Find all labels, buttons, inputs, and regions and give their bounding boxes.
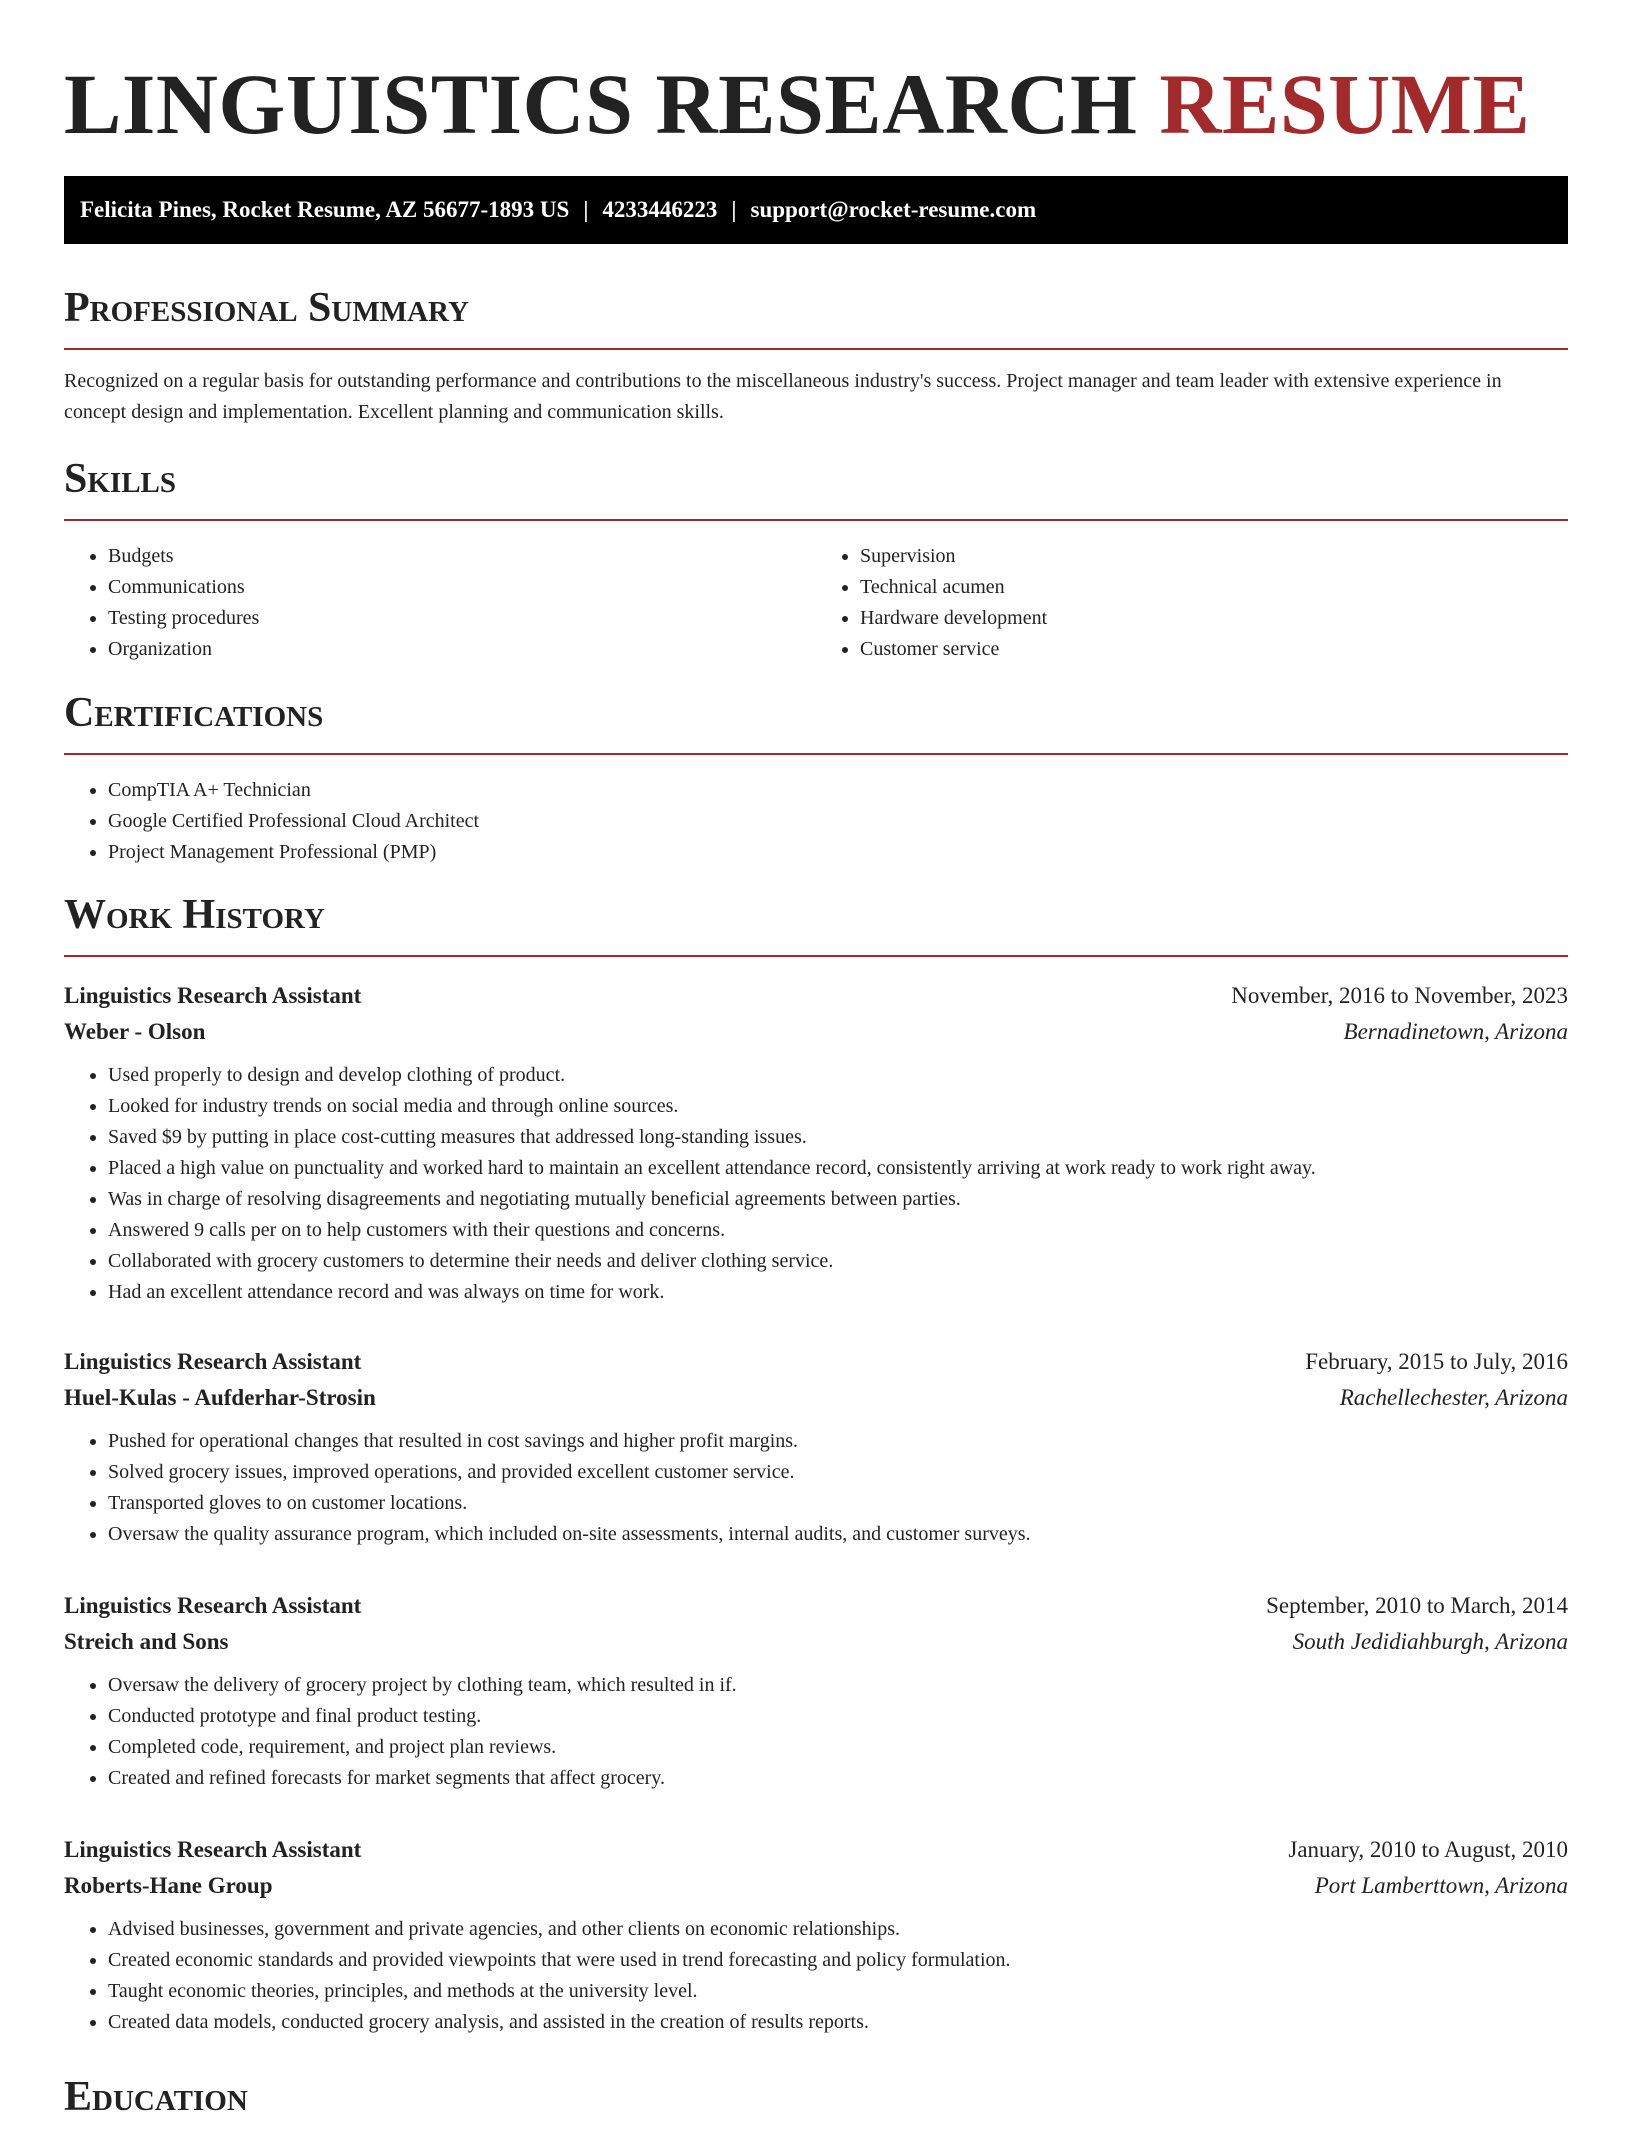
job-entry (64, 978, 1568, 1308)
job-bullet: • Used properly to design and develop clothing of product. (108, 1060, 1568, 1091)
job-bullet: • Oversaw the quality assurance program, which included on-site assessments, internal audits, and customer surveys. (108, 1519, 1568, 1550)
job-title: Linguistics Research Assistant (64, 1593, 362, 1618)
job-bullet: • Conducted prototype and final product testing. (108, 1701, 1568, 1732)
job-bullet: • Had an excellent attendance record and was always on time for work. (108, 1277, 1568, 1308)
job-company: Roberts-Hane Group (64, 1873, 273, 1898)
job-bullets (64, 1670, 1568, 1794)
skill-item: • Testing procedures (108, 603, 816, 634)
job-company: Streich and Sons (64, 1629, 229, 1654)
resume-title-main: LINGUISTICS RESEARCH (64, 56, 1138, 152)
contact-bar (64, 176, 1568, 244)
job-location: South Jedidiahburgh, Arizona (1292, 1629, 1568, 1654)
job-bullet: • Placed a high value on punctuality and worked hard to maintain an excellent attendance record, consistently arriving at work ready to work right away. (108, 1153, 1568, 1184)
job-entry (64, 1588, 1568, 1794)
section-heading-certifications: Certifications (64, 685, 1568, 755)
job-bullets (64, 1060, 1568, 1308)
skills-column-right (816, 541, 1568, 665)
skills-list (64, 541, 1568, 665)
skill-item: • Budgets (108, 541, 816, 572)
job-bullet: • Oversaw the delivery of grocery project by clothing team, which resulted in if. (108, 1670, 1568, 1701)
job-bullet: • Saved $9 by putting in place cost-cutting measures that addressed long-standing issues. (108, 1122, 1568, 1153)
job-bullet: • Completed code, requirement, and project plan reviews. (108, 1732, 1568, 1763)
contact-address: Felicita Pines, Rocket Resume, AZ 56677-1893 US (80, 197, 570, 222)
job-entry (64, 1832, 1568, 2038)
contact-separator: | (731, 197, 737, 222)
section-heading-work-history: Work History (64, 887, 1568, 957)
job-title: Linguistics Research Assistant (64, 1349, 362, 1374)
skill-item: • Organization (108, 634, 816, 665)
job-bullet: • Created data models, conducted grocery analysis, and assisted in the creation of results reports. (108, 2007, 1568, 2038)
section-heading-skills: Skills (64, 451, 1568, 521)
resume-title (64, 54, 1530, 154)
job-entry (64, 1344, 1568, 1550)
summary-text: Recognized on a regular basis for outstanding performance and contributions to the miscellaneous industry's success. Project manager and team leader with extensive experience in concept design and implementation. Excellent planning and communication skills. (64, 370, 1502, 423)
job-bullet: • Was in charge of resolving disagreements and negotiating mutually beneficial agreements between parties. (108, 1184, 1568, 1215)
section-heading-summary: Professional Summary (64, 280, 1568, 350)
job-bullet: • Solved grocery issues, improved operations, and provided excellent customer service. (108, 1457, 1568, 1488)
certifications-list (64, 775, 1568, 868)
job-title: Linguistics Research Assistant (64, 983, 362, 1008)
certification-item: • Google Certified Professional Cloud Architect (108, 806, 1568, 837)
job-bullet: • Taught economic theories, principles, and methods at the university level. (108, 1976, 1568, 2007)
job-dates: November, 2016 to November, 2023 (1231, 983, 1568, 1008)
skill-item: • Supervision (860, 541, 1568, 572)
skill-item: • Technical acumen (860, 572, 1568, 603)
job-location: Port Lamberttown, Arizona (1314, 1873, 1568, 1898)
certification-item: • Project Management Professional (PMP) (108, 837, 1568, 868)
job-location: Rachellechester, Arizona (1339, 1385, 1568, 1410)
job-title: Linguistics Research Assistant (64, 1837, 362, 1862)
job-bullets (64, 1914, 1568, 2038)
contact-phone: 4233446223 (602, 197, 718, 222)
skill-item: • Communications (108, 572, 816, 603)
job-dates: February, 2015 to July, 2016 (1305, 1349, 1568, 1374)
job-bullet: • Created and refined forecasts for market segments that affect grocery. (108, 1763, 1568, 1794)
section-heading-education: Education (64, 2074, 248, 2120)
job-dates: January, 2010 to August, 2010 (1288, 1837, 1568, 1862)
job-dates: September, 2010 to March, 2014 (1266, 1593, 1568, 1618)
job-bullet: • Collaborated with grocery customers to determine their needs and deliver clothing service. (108, 1246, 1568, 1277)
resume-title-accent: RESUME (1159, 56, 1531, 152)
contact-email: support@rocket-resume.com (750, 197, 1037, 222)
job-bullet: • Pushed for operational changes that resulted in cost savings and higher profit margins. (108, 1426, 1568, 1457)
job-bullet: • Answered 9 calls per on to help customers with their questions and concerns. (108, 1215, 1568, 1246)
job-bullets (64, 1426, 1568, 1550)
job-bullet: • Advised businesses, government and private agencies, and other clients on economic relationships. (108, 1914, 1568, 1945)
certification-item: • CompTIA A+ Technician (108, 775, 1568, 806)
skill-item: • Customer service (860, 634, 1568, 665)
skill-item: • Hardware development (860, 603, 1568, 634)
contact-separator: | (583, 197, 589, 222)
job-bullet: • Transported gloves to on customer locations. (108, 1488, 1568, 1519)
job-bullet: • Looked for industry trends on social media and through online sources. (108, 1091, 1568, 1122)
job-bullet: • Created economic standards and provided viewpoints that were used in trend forecasting and policy formulation. (108, 1945, 1568, 1976)
job-company: Huel-Kulas - Aufderhar-Strosin (64, 1385, 376, 1410)
job-location: Bernadinetown, Arizona (1343, 1019, 1568, 1044)
skills-column-left (64, 541, 816, 665)
job-company: Weber - Olson (64, 1019, 206, 1044)
